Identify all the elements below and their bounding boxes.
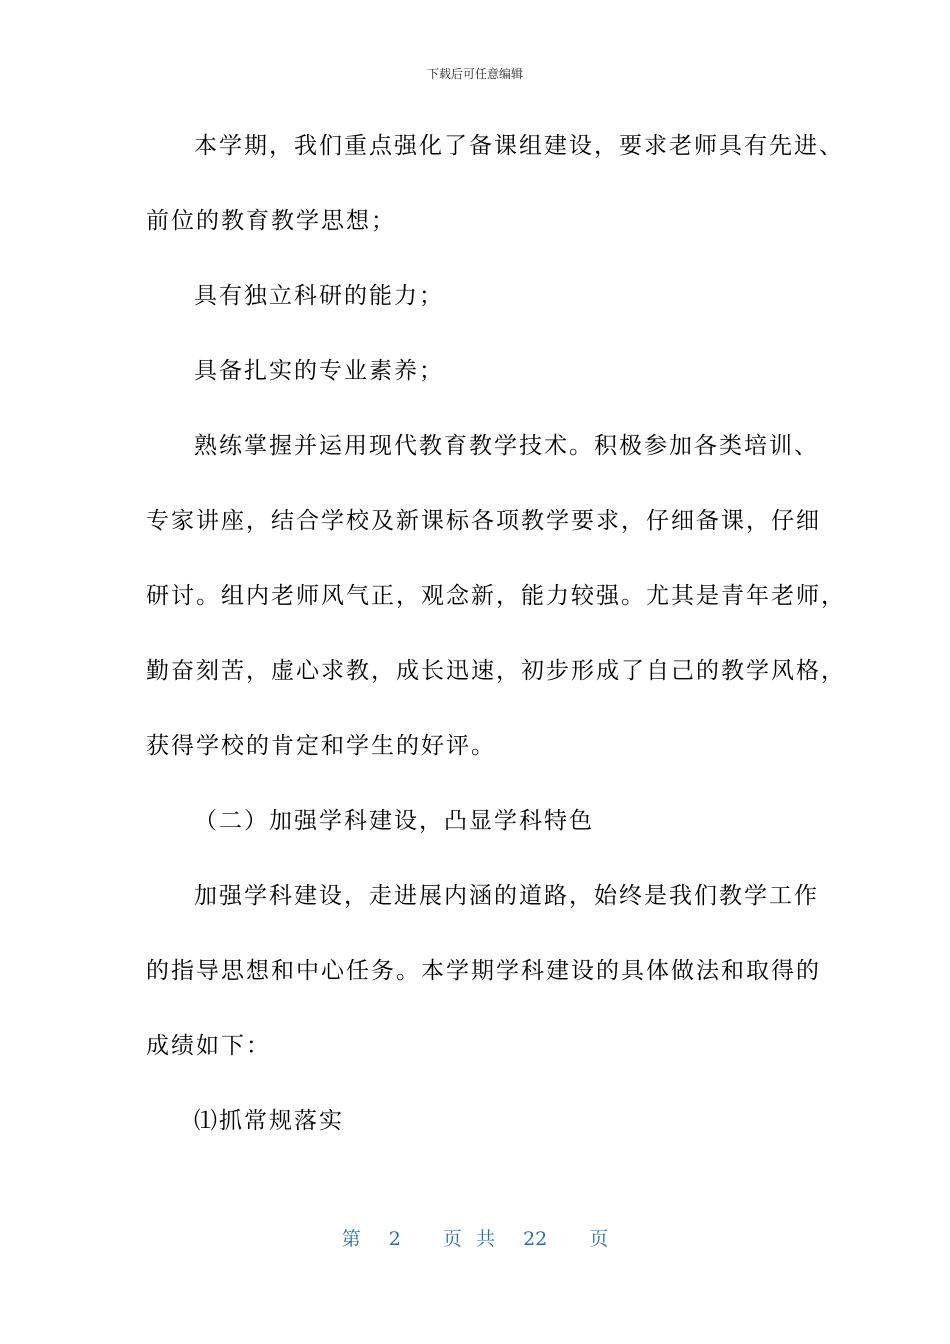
paragraph-line: 研讨。组内老师风气正，观念新，能力较强。尤其是青年老师， xyxy=(146,583,846,609)
footer-suffix: 页 xyxy=(589,1228,609,1250)
footer-middle: 页 共 xyxy=(442,1228,495,1250)
paragraph-line: 成绩如下： xyxy=(146,1033,271,1059)
document-body xyxy=(146,120,846,1170)
section-heading: （二）加强学科建设，凸显学科特色 xyxy=(194,808,594,834)
footer-prefix: 第 xyxy=(341,1228,361,1250)
paragraph-line: 加强学科建设，走进展内涵的道路，始终是我们教学工作 xyxy=(194,883,819,909)
paragraph-line: 熟练掌握并运用现代教育教学技术。积极参加各类培训、 xyxy=(194,433,819,459)
paragraph-line: 勤奋刻苦，虚心求教，成长迅速，初步形成了自己的教学风格， xyxy=(146,658,846,684)
page-header: 下载后可任意编辑 xyxy=(426,67,523,81)
paragraph-line: 前位的教育教学思想； xyxy=(146,208,396,234)
sub-heading: ⑴抓常规落实 xyxy=(194,1108,344,1134)
paragraph-line: 具有独立科研的能力； xyxy=(194,283,444,309)
footer-total-pages: 22 xyxy=(523,1228,548,1250)
paragraph-line: 具备扎实的专业素养； xyxy=(194,358,444,384)
footer-current-page: 2 xyxy=(388,1228,401,1250)
paragraph-line: 获得学校的肯定和学生的好评。 xyxy=(146,733,496,759)
paragraph-line: 的指导思想和中心任务。本学期学科建设的具体做法和取得的 xyxy=(146,958,821,984)
paragraph-line: 本学期，我们重点强化了备课组建设，要求老师具有先进、 xyxy=(194,133,844,159)
paragraph-line: 专家讲座，结合学校及新课标各项教学要求，仔细备课，仔细 xyxy=(146,508,821,534)
page-footer xyxy=(0,1226,950,1252)
